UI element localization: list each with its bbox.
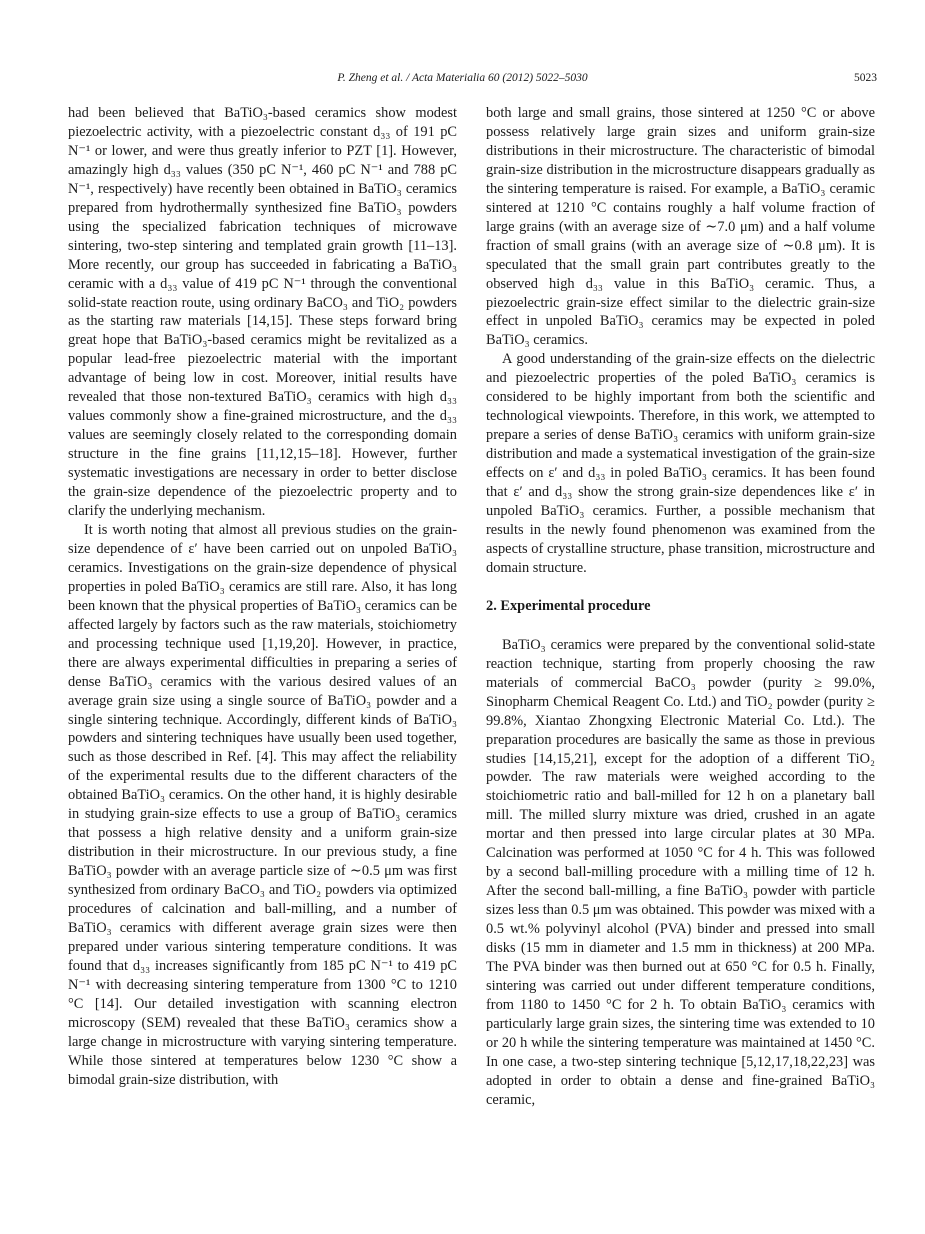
right-column (486, 104, 875, 1110)
page-number: 5023 (854, 72, 877, 84)
right-paragraph-1: both large and small grains, those sintered at 1250 °C or above possess relatively large grain sizes and uniform grain-size distributions in their microstructure. The characteristic of bimodal grain-size distribution in the microstructure disappears gradually as the sintering temperature is raised. For example, a BaTiO₃ ceramic sintered at 1210 °C contains roughly a half volume fraction of large grains (with an average size of ∼7.0 μm) and a half volume fraction of small grains (with an average size of ∼0.8 μm). It is speculated that the small grain part contributes greatly to the observed high d₃₃ value in this BaTiO₃ ceramic. Thus, a piezoelectric grain-size effect similar to the dielectric grain-size effect in unpoled BaTiO₃ ceramics may be expected in poled BaTiO₃ ceramics. (486, 105, 875, 349)
left-column (68, 104, 457, 1090)
right-paragraph-3: BaTiO₃ ceramics were prepared by the conventional solid-state reaction technique, starting from properly choosing the raw materials of commercial BaCO₃ powder (purity ≥ 99.0%, Sinopharm Chemical Reagent Co. Ltd.) and TiO₂ powder (purity ≥ 99.8%, Xiantao Zhongxing Electronic Material Co. Ltd.). The preparation procedures are basically the same as those in previous studies [14,15,21], except for the adoption of a different TiO₂ powder. The raw materials were weighed according to the stoichiometric ratio and ball-milled for 12 h on a planetary ball mill. The milled slurry mixture was dried, crushed in an agate mortar and then pressed into large circular plates at 30 MPa. Calcination was performed at 1050 °C for 4 h. This was followed by a second ball-milling procedure with a milling time of 12 h. After the second ball-milling, a fine BaTiO₃ powder with particle sizes less than 0.5 μm was obtained. This powder was mixed with a 0.5 wt.% polyvinyl alcohol (PVA) binder and pressed into small disks (15 mm in diameter and 1.5 mm in thickness) at 200 MPa. The PVA binder was then burned out at 650 °C for 0.5 h. Finally, sintering was carried out under different temperature conditions, from 1180 to 1450 °C for 2 h. To obtain BaTiO₃ ceramics with particularly large grain sizes, the sintering time was extended to 10 or 20 h while the sintering temperature was maintained at 1450 °C. In one case, a two-step sintering technique [5,12,17,18,22,23] was adopted in order to obtain a dense and fine-grained BaTiO₃ ceramic, (486, 636, 875, 1108)
right-paragraph-2: A good understanding of the grain-size effects on the dielectric and piezoelectric properties of the poled BaTiO₃ ceramics is considered to be highly important from both the scientific and technological viewpoints. Therefore, in this work, we attempted to prepare a series of dense BaTiO₃ ceramics with uniform grain-size distribution and made a systematical investigation of the grain-size effects on ε′ and d₃₃ in poled BaTiO₃ ceramics. It has been found that ε′ and d₃₃ show the strong grain-size dependences like ε′ in unpoled BaTiO₃ ceramics. Further, a possible mechanism that results in the newly found phenomenon was examined from the aspects of crystalline structure, phase transition, microstructure and domain structure. (486, 351, 875, 576)
left-paragraph-1: had been believed that BaTiO₃-based ceramics show modest piezoelectric activity, with a piezoelectric constant d₃₃ of 191 pC N⁻¹ or lower, and were thus greatly inferior to PZT [1]. However, amazingly high d₃₃ values (350 pC N⁻¹, 460 pC N⁻¹ and 788 pC N⁻¹, respectively) have recently been obtained in BaTiO₃ ceramics prepared from hydrothermally synthesized fine BaTiO₃ powders using the specialized fabrication techniques of microwave sintering, two-step sintering and templated grain growth [11–13]. More recently, our group has succeeded in fabricating a BaTiO₃ ceramic with a d₃₃ value of 419 pC N⁻¹ through the conventional solid-state reaction route, using ordinary BaCO₃ and TiO₂ powders as the starting raw materials [14,15]. These steps forward bring great hope that BaTiO₃-based ceramics might be revitalized as a popular lead-free piezoelectric material with the important advantage of being low in cost. Moreover, initial results have revealed that those non-textured BaTiO₃ ceramics with high d₃₃ values commonly show a fine-grained microstructure, and the d₃₃ values are seemingly closely related to the corresponding domain structure in the fine grains [11,12,15–18]. However, further systematic investigations are necessary in order to better disclose the grain-size dependence of the piezoelectric property and to clarify the underlying mechanism. (68, 105, 457, 520)
running-title: P. Zheng et al. / Acta Materialia 60 (2012) 5022–5030 (337, 72, 588, 84)
running-head (0, 72, 925, 90)
left-paragraph-2: It is worth noting that almost all previous studies on the grain-size dependence of ε′ have been carried out on unpoled BaTiO₃ ceramics. Investigations on the grain-size dependence of physical properties in poled BaTiO₃ ceramics are still rare. Also, it has long been known that the physical properties of BaTiO₃ ceramics can be affected largely by factors such as the raw materials, stoichiometry and processing technique used [1,19,20]. However, in practice, there are always experimental difficulties in preparing a series of dense BaTiO₃ ceramics with the various desired values of an average grain size using a single source of BaTiO₃ powder and a single sintering technique. Accordingly, different kinds of BaTiO₃ powders and sintering techniques have usually been used together, such as those described in Ref. [4]. This may affect the reliability of the experimental results due to the different characters of the obtained BaTiO₃ ceramics. On the other hand, it is highly desirable in studying grain-size effects to use a group of BaTiO₃ ceramics that possess a high relative density and a uniform grain-size distribution in their microstructure. In our previous study, a fine BaTiO₃ powder with an average particle size of ∼0.5 μm was first synthesized from ordinary BaCO₃ and TiO₂ powders via optimized procedures of calcination and ball-milling, and a number of BaTiO₃ ceramics with different average grain sizes were then prepared under various sintering temperature conditions. It was found that d₃₃ increases significantly from 185 pC N⁻¹ to 419 pC N⁻¹ with decreasing sintering temperature from 1300 °C to 1210 °C [14]. Our detailed investigation with scanning electron microscopy (SEM) revealed that these BaTiO₃ ceramics show a large change in microstructure with varying sintering temperature. While those sintered at temperatures below 1230 °C show a bimodal grain-size distribution, with (68, 521, 457, 1088)
section-heading: 2. Experimental procedure (486, 597, 651, 614)
